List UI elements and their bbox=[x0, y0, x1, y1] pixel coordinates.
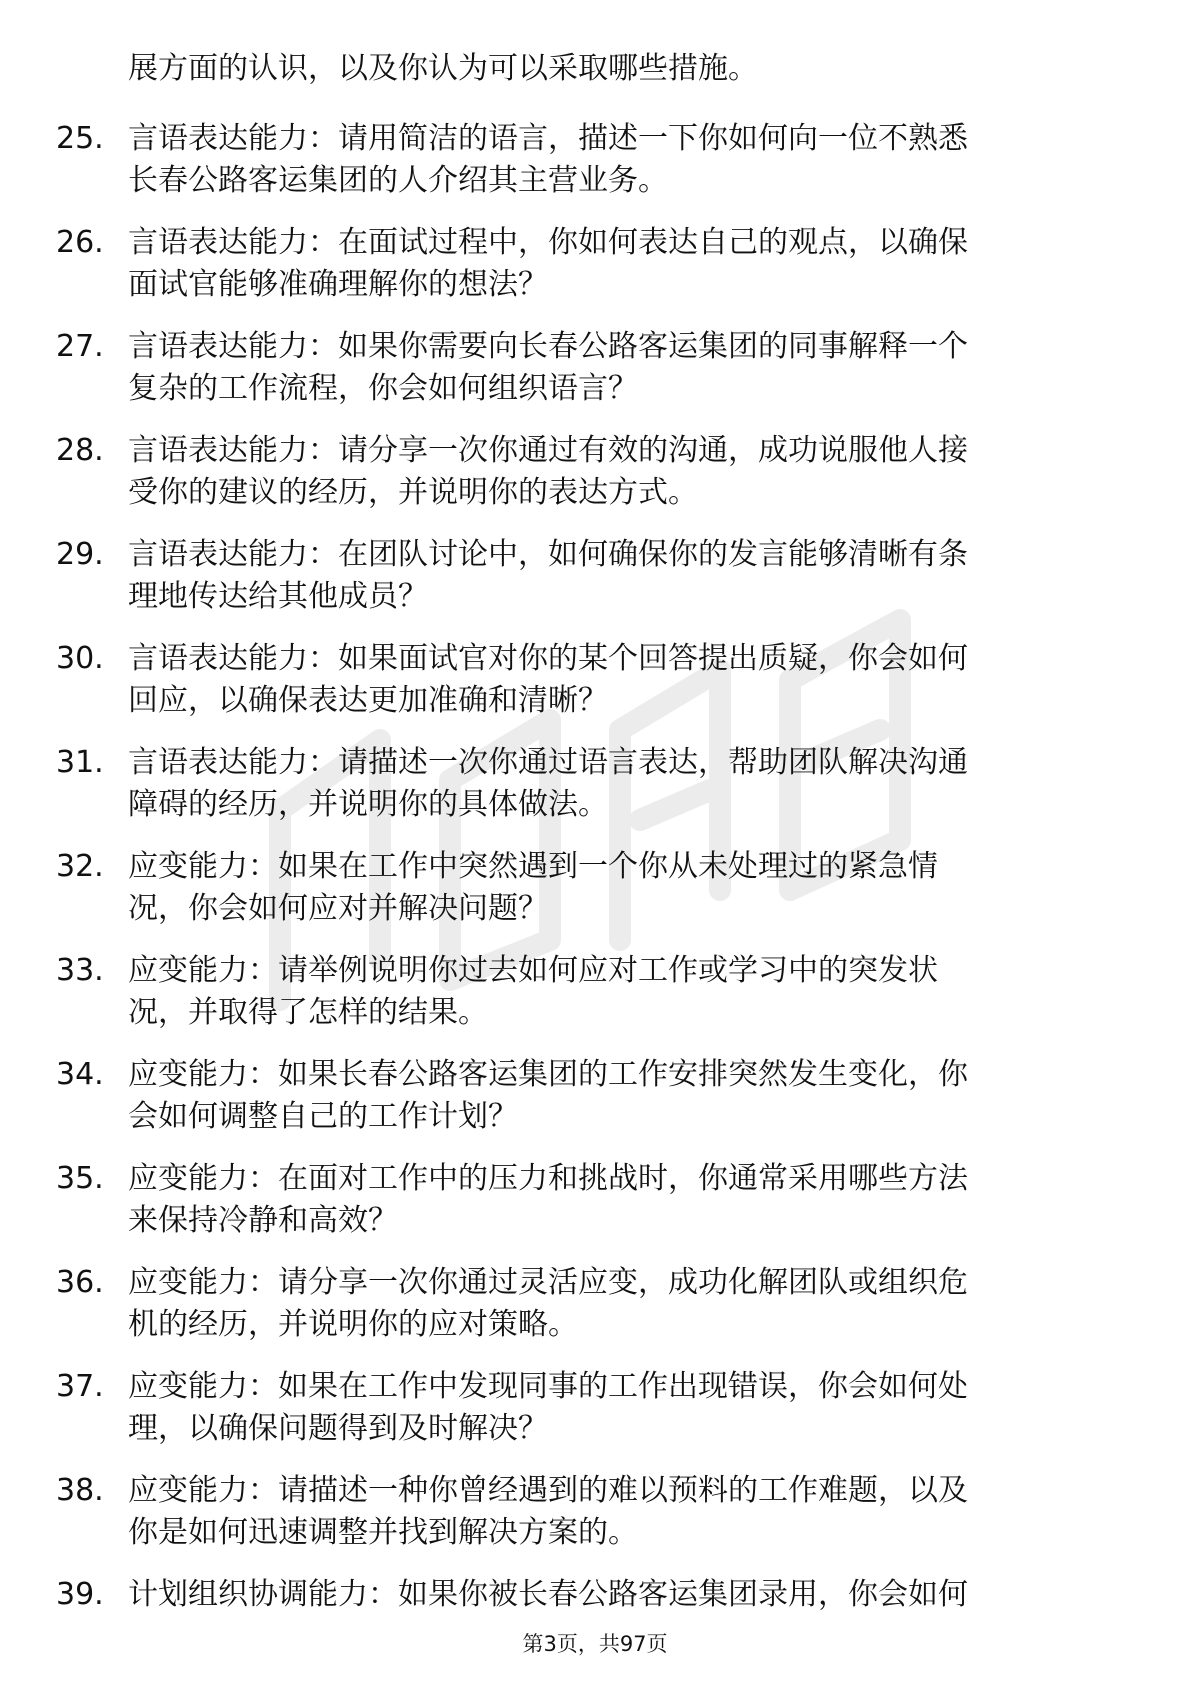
question-item bbox=[0, 534, 1190, 638]
question-list bbox=[0, 118, 1190, 1678]
question-number: 33. bbox=[56, 953, 104, 988]
question-item bbox=[0, 118, 1190, 222]
question-item bbox=[0, 1366, 1190, 1470]
question-number: 36. bbox=[56, 1265, 104, 1300]
question-text-line: 面试官能够准确理解你的想法？ bbox=[128, 267, 548, 302]
question-item bbox=[0, 1054, 1190, 1158]
question-number: 30. bbox=[56, 641, 104, 676]
question-item bbox=[0, 1574, 1190, 1678]
question-text-line: 言语表达能力：如果你需要向长春公路客运集团的同事解释一个 bbox=[128, 329, 968, 364]
question-item bbox=[0, 1470, 1190, 1574]
question-item bbox=[0, 430, 1190, 534]
question-text-line: 复杂的工作流程，你会如何组织语言？ bbox=[128, 371, 638, 406]
question-text-line: 应变能力：请分享一次你通过灵活应变，成功化解团队或组织危 bbox=[128, 1265, 968, 1300]
question-text-line: 理地传达给其他成员？ bbox=[128, 579, 428, 614]
continuation-text: 展方面的认识，以及你认为可以采取哪些措施。 bbox=[128, 51, 758, 86]
question-text-line: 应变能力：请举例说明你过去如何应对工作或学习中的突发状 bbox=[128, 953, 938, 988]
question-item bbox=[0, 742, 1190, 846]
question-item bbox=[0, 638, 1190, 742]
question-number: 34. bbox=[56, 1057, 104, 1092]
question-text-line: 回应，以确保表达更加准确和清晰？ bbox=[128, 683, 608, 718]
question-text-line: 会如何调整自己的工作计划？ bbox=[128, 1099, 518, 1134]
question-item bbox=[0, 1262, 1190, 1366]
question-text-line: 言语表达能力：如果面试官对你的某个回答提出质疑，你会如何 bbox=[128, 641, 968, 676]
question-text-line: 应变能力：如果在工作中发现同事的工作出现错误，你会如何处 bbox=[128, 1369, 968, 1404]
question-number: 32. bbox=[56, 849, 104, 884]
question-text-line: 言语表达能力：在团队讨论中，如何确保你的发言能够清晰有条 bbox=[128, 537, 968, 572]
question-text-line: 长春公路客运集团的人介绍其主营业务。 bbox=[128, 163, 668, 198]
question-text-line: 应变能力：如果长春公路客运集团的工作安排突然发生变化，你 bbox=[128, 1057, 968, 1092]
question-text-line: 计划组织协调能力：如果你被长春公路客运集团录用，你会如何 bbox=[128, 1577, 968, 1612]
question-number: 35. bbox=[56, 1161, 104, 1196]
question-text-line: 言语表达能力：请描述一次你通过语言表达，帮助团队解决沟通 bbox=[128, 745, 968, 780]
question-item bbox=[0, 846, 1190, 950]
question-number: 39. bbox=[56, 1577, 104, 1612]
question-text-line: 言语表达能力：请分享一次你通过有效的沟通，成功说服他人接 bbox=[128, 433, 968, 468]
question-text-line: 理，以确保问题得到及时解决？ bbox=[128, 1411, 548, 1446]
question-item bbox=[0, 950, 1190, 1054]
question-text-line: 言语表达能力：请用简洁的语言，描述一下你如何向一位不熟悉 bbox=[128, 121, 968, 156]
question-text-line: 受你的建议的经历，并说明你的表达方式。 bbox=[128, 475, 698, 510]
question-number: 31. bbox=[56, 745, 104, 780]
question-number: 29. bbox=[56, 537, 104, 572]
question-text-line: 机的经历，并说明你的应对策略。 bbox=[128, 1307, 578, 1342]
question-text-line: 应变能力：请描述一种你曾经遇到的难以预料的工作难题，以及 bbox=[128, 1473, 968, 1508]
question-text-line: 言语表达能力：在面试过程中，你如何表达自己的观点，以确保 bbox=[128, 225, 968, 260]
page-footer: 第3页，共97页 bbox=[522, 1632, 668, 1656]
question-text-line: 应变能力：在面对工作中的压力和挑战时，你通常采用哪些方法 bbox=[128, 1161, 968, 1196]
question-text-line: 障碍的经历，并说明你的具体做法。 bbox=[128, 787, 608, 822]
question-item bbox=[0, 1158, 1190, 1262]
question-text-line: 来保持冷静和高效？ bbox=[128, 1203, 398, 1238]
question-number: 38. bbox=[56, 1473, 104, 1508]
question-item bbox=[0, 222, 1190, 326]
question-text-line: 况，你会如何应对并解决问题？ bbox=[128, 891, 548, 926]
question-item bbox=[0, 326, 1190, 430]
question-text-line: 你是如何迅速调整并找到解决方案的。 bbox=[128, 1515, 638, 1550]
question-number: 27. bbox=[56, 329, 104, 364]
question-number: 28. bbox=[56, 433, 104, 468]
question-text-line: 况，并取得了怎样的结果。 bbox=[128, 995, 488, 1030]
question-number: 25. bbox=[56, 121, 104, 156]
question-number: 37. bbox=[56, 1369, 104, 1404]
question-number: 26. bbox=[56, 225, 104, 260]
question-text-line: 应变能力：如果在工作中突然遇到一个你从未处理过的紧急情 bbox=[128, 849, 938, 884]
